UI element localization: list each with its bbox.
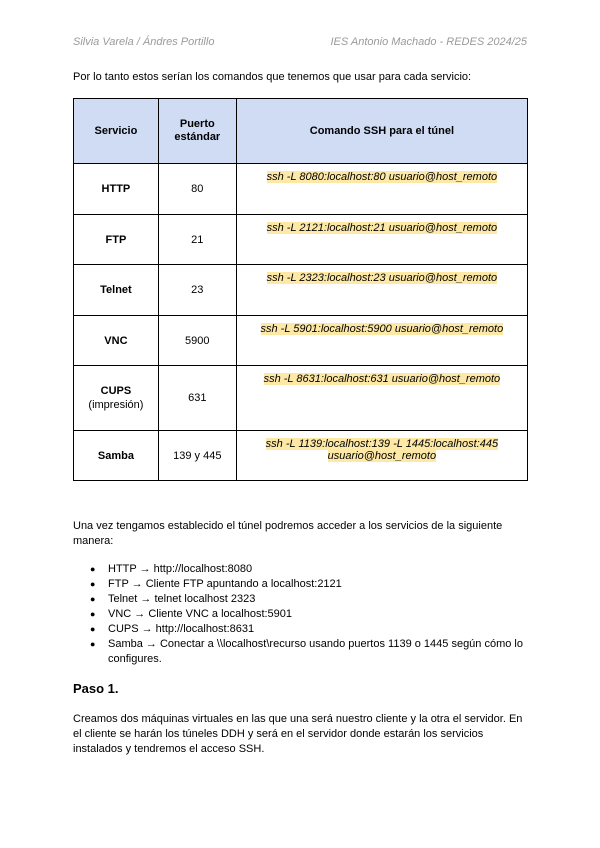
access-list [73,562,568,667]
table-row [74,366,528,431]
service-name: VNC [74,316,159,366]
list-item: ● CUPS → http://localhost:8631 [90,623,255,635]
service-port: 21 [158,215,236,265]
services-table [73,98,528,481]
bullet-icon: ● [90,564,96,574]
service-port: 23 [158,265,236,316]
table-row [74,316,528,366]
service-name: Samba [74,431,159,481]
table-row [74,265,528,316]
header-port: Puerto estándar [158,99,236,164]
table-row [74,215,528,265]
step-paragraph: Creamos dos máquinas virtuales en las que una será nuestro cliente y la otra el servidor. En el cliente se harán los túneles DDH y será en el servidor donde estarán los servicios instalados y tendremos el acceso SSH. [73,713,523,755]
header-service: Servicio [74,99,159,164]
ssh-command: ssh -L 2121:localhost:21 usuario@host_remoto [236,215,527,265]
service-port: 80 [158,164,236,215]
list-item: ● FTP → Cliente FTP apuntando a localhost:2121 [90,578,342,590]
list-item: ● HTTP → http://localhost:8080 [90,563,253,575]
table-header-row [74,99,528,164]
service-name: FTP [74,215,159,265]
bullet-icon: ● [90,624,96,634]
list-item: ● Samba → Conectar a \\localhost\recurso usando puertos 1139 o 1445 según cómo lo configures. [90,638,523,665]
bullet-icon: ● [90,639,96,649]
ssh-command: ssh -L 1139:localhost:139 -L 1445:localhost:445 usuario@host_remoto [236,431,527,481]
service-port: 631 [158,366,236,431]
service-name: HTTP [74,164,159,215]
list-item: ● Telnet → telnet localhost 2323 [90,593,256,605]
intro-text: Por lo tanto estos serían los comandos que tenemos que usar para cada servicio: [73,71,472,83]
table-row [74,164,528,215]
service-port: 5900 [158,316,236,366]
bullet-icon: ● [90,594,96,604]
access-intro: Una vez tengamos establecido el túnel podremos acceder a los servicios de la siguiente manera: [73,520,503,547]
header-authors: Silvia Varela / Ándres Portillo [73,36,215,48]
service-name: CUPS (impresión) [74,366,159,431]
ssh-command: ssh -L 8080:localhost:80 usuario@host_remoto [236,164,527,215]
list-item: ● VNC → Cliente VNC a localhost:5901 [90,608,293,620]
ssh-command: ssh -L 2323:localhost:23 usuario@host_remoto [236,265,527,316]
header-school: IES Antonio Machado - REDES 2024/25 [330,36,527,48]
bullet-icon: ● [90,579,96,589]
service-port: 139 y 445 [158,431,236,481]
ssh-command: ssh -L 8631:localhost:631 usuario@host_remoto [236,366,527,431]
table-row [74,431,528,481]
service-subtitle: (impresión) [88,399,144,411]
page-header [73,36,527,48]
service-name: Telnet [74,265,159,316]
header-command: Comando SSH para el túnel [236,99,527,164]
ssh-command: ssh -L 5901:localhost:5900 usuario@host_remoto [236,316,527,366]
bullet-icon: ● [90,609,96,619]
step-heading: Paso 1. [73,681,119,696]
